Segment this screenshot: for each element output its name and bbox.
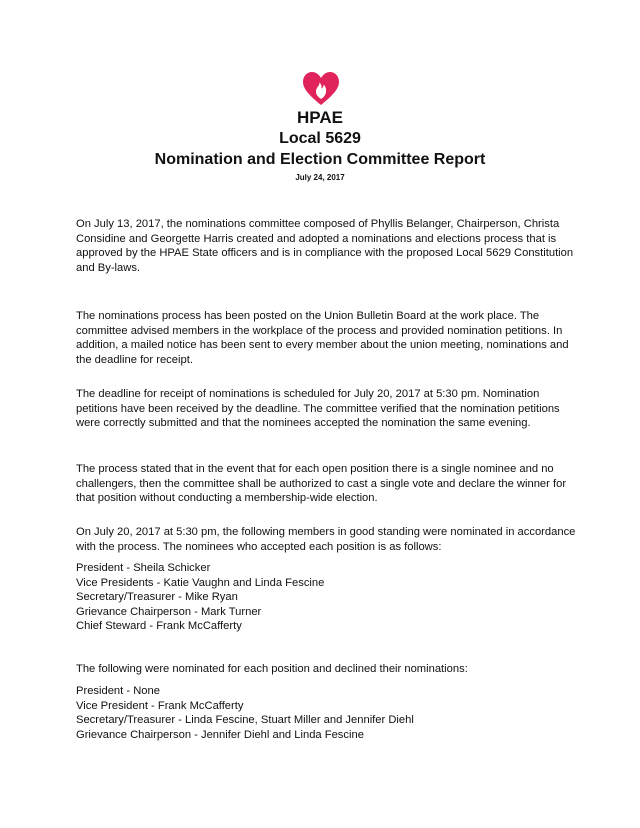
heart-flame-logo-icon bbox=[303, 72, 339, 106]
paragraph-process-posted: The nominations process has been posted on the Union Bulletin Board at the work place. The committee advised members in the workplace of the process and provided nomination petitions. In addition, a mailed notice has been sent to every member about the union meeting, nominations and the deadline for receipt. bbox=[76, 310, 569, 366]
paragraph-deadline: The deadline for receipt of nominations is scheduled for July 20, 2017 at 5:30 pm. Nomination petitions have been received by the deadline. The committee verified that the nomination petitions were correctly submitted and that the nominees accepted the nomination the same evening. bbox=[76, 388, 560, 430]
list-item: Vice President - Frank McCafferty bbox=[76, 699, 244, 712]
list-item: President - None bbox=[76, 685, 160, 697]
paragraph-nominated: On July 20, 2017 at 5:30 pm, the following members in good standing were nominated in accordance with the process. The nominees who accepted each position is as follows: bbox=[76, 526, 576, 553]
org-name: HPAE bbox=[297, 108, 343, 127]
report-title: Nomination and Election Committee Report bbox=[154, 151, 486, 168]
accepted-nominees-list bbox=[76, 561, 576, 634]
declined-nominees-list bbox=[76, 684, 576, 742]
list-item: Chief Steward - Frank McCafferty bbox=[76, 620, 242, 633]
paragraph-single-nominee: The process stated that in the event that for each open position there is a single nominee and no challengers, then the committee shall be authorized to cast a single vote and declare the winner for that position without conducting a membership-wide election. bbox=[76, 463, 567, 505]
report-date: July 24, 2017 bbox=[295, 173, 345, 182]
list-item: President - Sheila Schicker bbox=[76, 562, 211, 574]
list-item: Vice Presidents - Katie Vaughn and Linda Fescine bbox=[76, 576, 325, 589]
list-item: Grievance Chairperson - Mark Turner bbox=[76, 605, 262, 618]
list-item: Secretary/Treasurer - Mike Ryan bbox=[76, 591, 238, 604]
list-item: Secretary/Treasurer - Linda Fescine, Stuart Miller and Jennifer Diehl bbox=[76, 714, 414, 727]
paragraph-declined: The following were nominated for each position and declined their nominations: bbox=[76, 663, 468, 676]
list-item: Grievance Chairperson - Jennifer Diehl and Linda Fescine bbox=[76, 728, 364, 741]
paragraph-committee: On July 13, 2017, the nominations committee composed of Phyllis Belanger, Chairperson, Christa Considine and Georgette Harris created and adopted a nominations and elections process that is approved by the HPAE State officers and is in compliance with the proposed Local 5629 Constitution and By-laws. bbox=[76, 218, 574, 274]
local-number: Local 5629 bbox=[279, 130, 361, 147]
